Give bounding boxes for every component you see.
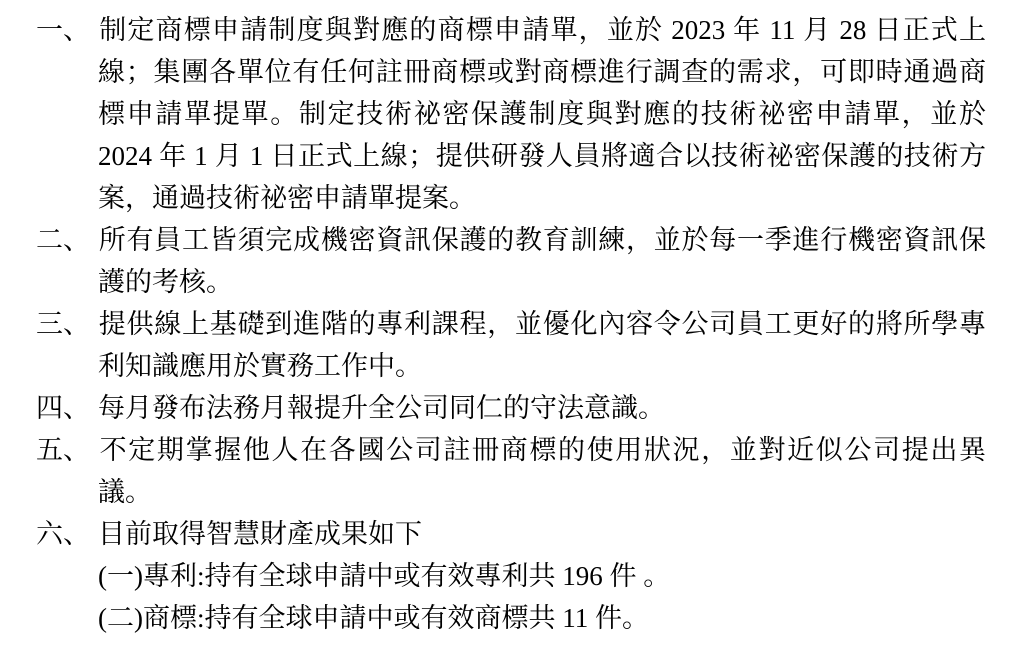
list-item-2 <box>36 219 986 303</box>
list-item-5 <box>36 429 986 513</box>
list-item-4 <box>36 387 986 429</box>
item-number-label: 五、 <box>36 435 90 465</box>
item-number-label: 二、 <box>36 225 90 255</box>
item-number-label: 三、 <box>36 309 90 339</box>
item-text: 每月發布法務月報提升全公司同仁的守法意識。 <box>98 393 665 423</box>
item-number-label: 六、 <box>36 519 90 549</box>
sub-list-item-patent: (一)專利:持有全球申請中或有效專利共 196 件 。 <box>98 561 671 591</box>
item-text: 不定期掌握他人在各國公司註冊商標的使用狀況，並對近似公司提出異議。 <box>98 435 986 507</box>
list-item-1 <box>36 9 986 219</box>
item-text: 目前取得智慧財產成果如下 <box>98 519 422 549</box>
sub-list-item-trademark: (二)商標:持有全球申請中或有效商標共 11 件。 <box>98 603 649 633</box>
item-text: 所有員工皆須完成機密資訊保護的教育訓練，並於每一季進行機密資訊保護的考核。 <box>98 225 986 297</box>
item-text: 制定商標申請制度與對應的商標申請單，並於 2023 年 11 月 28 日正式上線；集團各單位有任何註冊商標或對商標進行調查的需求，可即時通過商標申請單提單。制定技術祕密保護制度與對應的技術祕密申請單，並於 2024 年 1 月 1 日正式上線；提供研發人員將適合以技術祕密保護的技術方案，通過技術祕密申請單提案。 <box>98 15 986 213</box>
item-text: 提供線上基礎到進階的專利課程，並優化內容令公司員工更好的將所學專利知識應用於實務工作中。 <box>98 309 986 381</box>
item-number-label: 一、 <box>36 15 90 45</box>
list-item-6 <box>36 513 986 555</box>
item-number-label: 四、 <box>36 393 90 423</box>
list-item-3 <box>36 303 986 387</box>
